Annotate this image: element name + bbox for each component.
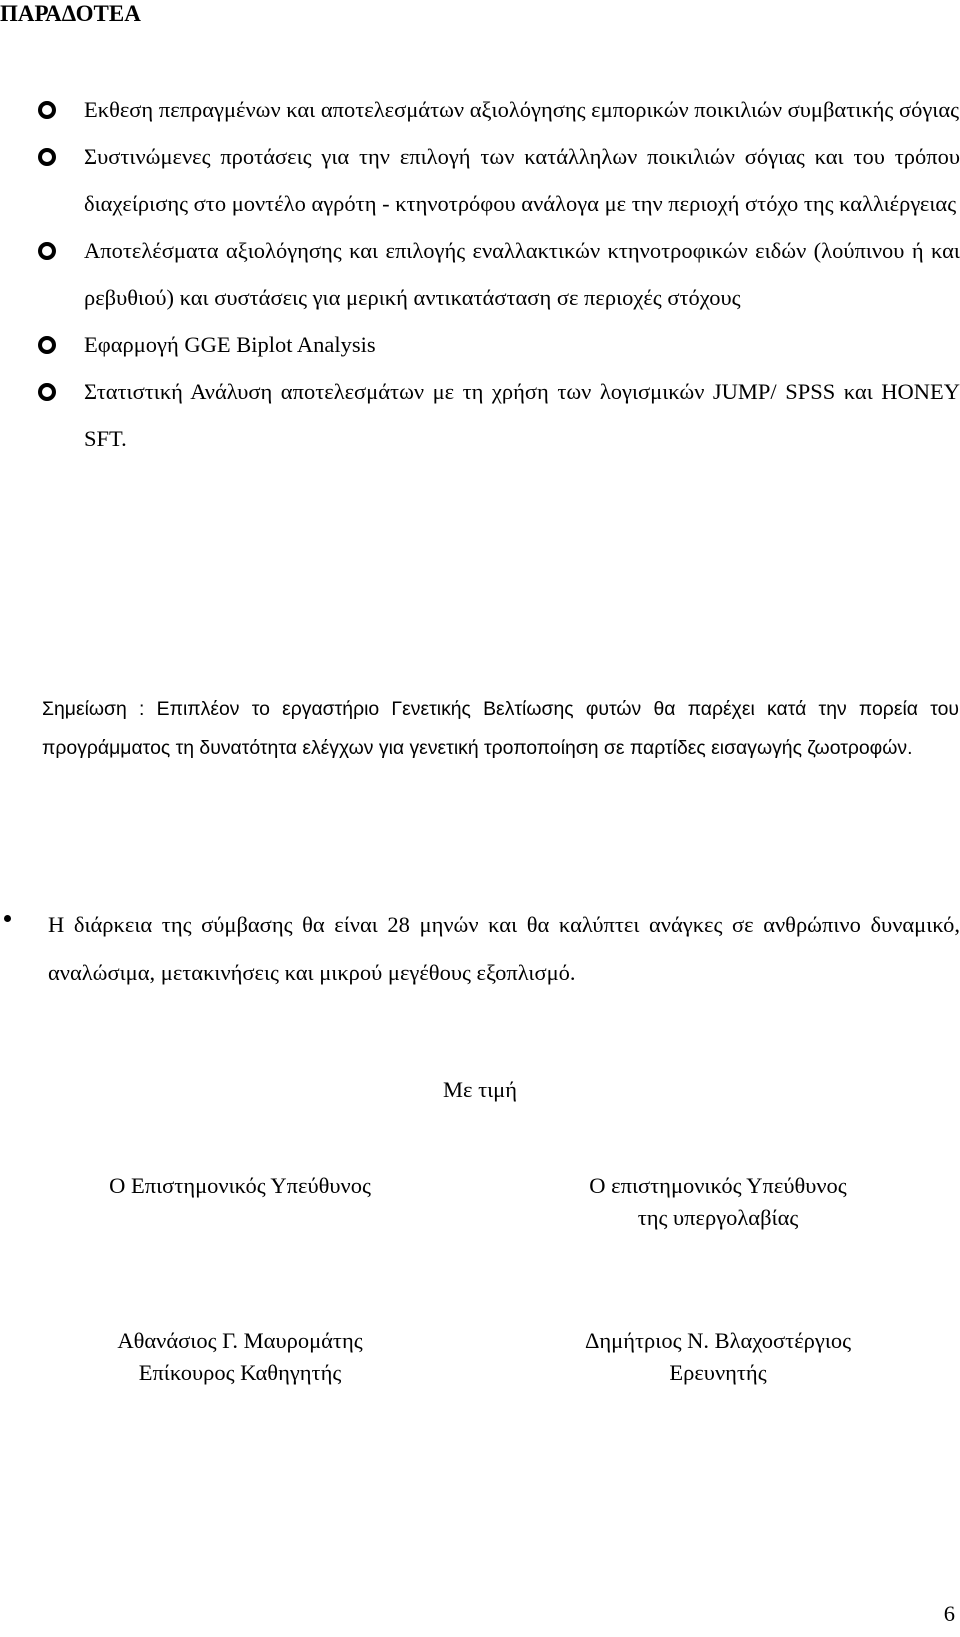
deliverables-list — [0, 86, 960, 462]
page-number: 6 — [943, 1601, 955, 1626]
page-title: ΠΑΡΑΔΟΤΕΑ — [0, 1, 141, 26]
list-item — [0, 368, 960, 462]
right-signatory-title-block — [518, 1170, 918, 1234]
left-signatory-role: Επίκουρος Καθηγητής — [138, 1360, 342, 1385]
note-paragraph: Σημείωση : Επιπλέον το εργαστήριο Γενετικής Βελτίωσης φυτών θα παρέχει κατά την πορεία του προγράμματος τη δυνατότητα ελέγχων για γενετική τροποποίηση σε παρτίδες εισαγωγής ζωοτροφών. — [42, 698, 959, 759]
right-signatory-title-line2: της υπεργολαβίας — [637, 1205, 799, 1230]
ring-bullet-icon — [38, 148, 56, 166]
duration-paragraph: Η διάρκεια της σύμβασης θα είναι 28 μηνών και θα καλύπτει ανάγκες σε ανθρώπινο δυναμικό, αναλώσιμα, μετακινήσεις και μικρού μεγέθους εξοπλισμό. — [48, 912, 960, 985]
list-item-text: Στατιστική Ανάλυση αποτελεσμάτων με τη χρήση των λογισμικών JUMP/ SPSS και HONEY SFT. — [84, 379, 960, 451]
right-signatory-name: Δημήτριος Ν. Βλαχοστέργιος — [584, 1328, 852, 1353]
ring-bullet-icon — [38, 101, 56, 119]
list-item — [0, 227, 960, 321]
list-item — [0, 86, 960, 133]
ring-bullet-icon — [38, 242, 56, 260]
ring-bullet-icon — [38, 383, 56, 401]
ring-bullet-icon — [38, 336, 56, 354]
right-signatory-role: Ερευνητής — [669, 1360, 767, 1385]
dot-bullet-icon — [4, 915, 11, 922]
left-signatory-title: Ο Επιστημονικός Υπεύθυνος — [109, 1173, 371, 1198]
list-item — [0, 321, 960, 368]
closing-salutation: Με τιμή — [442, 1077, 517, 1102]
list-item-text: Συστινώμενες προτάσεις για την επιλογή των κατάλληλων ποικιλιών σόγιας και του τρόπου διαχείρισης στο μοντέλο αγρότη - κτηνοτρόφου ανάλογα με την περιοχή στόχο της καλλιέργειας — [84, 144, 960, 216]
right-signatory-title-line1: Ο επιστημονικός Υπεύθυνος — [589, 1173, 847, 1198]
left-signatory-title-block — [40, 1170, 440, 1202]
left-signatory-name-block — [40, 1325, 440, 1389]
list-item-text: Εκθεση πεπραγμένων και αποτελεσμάτων αξιολόγησης εμπορικών ποικιλιών συμβατικής σόγιας — [84, 97, 960, 122]
left-signatory-name: Αθανάσιος Γ. Μαυρομάτης — [117, 1328, 363, 1353]
list-item-text: Αποτελέσματα αξιολόγησης και επιλογής εναλλακτικών κτηνοτροφικών ειδών (λούπινου ή και ρεβυθιού) και συστάσεις για μερική αντικατάσταση σε περιοχές στόχους — [84, 238, 960, 310]
list-item — [0, 133, 960, 227]
right-signatory-name-block — [518, 1325, 918, 1389]
list-item-text: Εφαρμογή GGE Biplot Analysis — [84, 332, 376, 357]
